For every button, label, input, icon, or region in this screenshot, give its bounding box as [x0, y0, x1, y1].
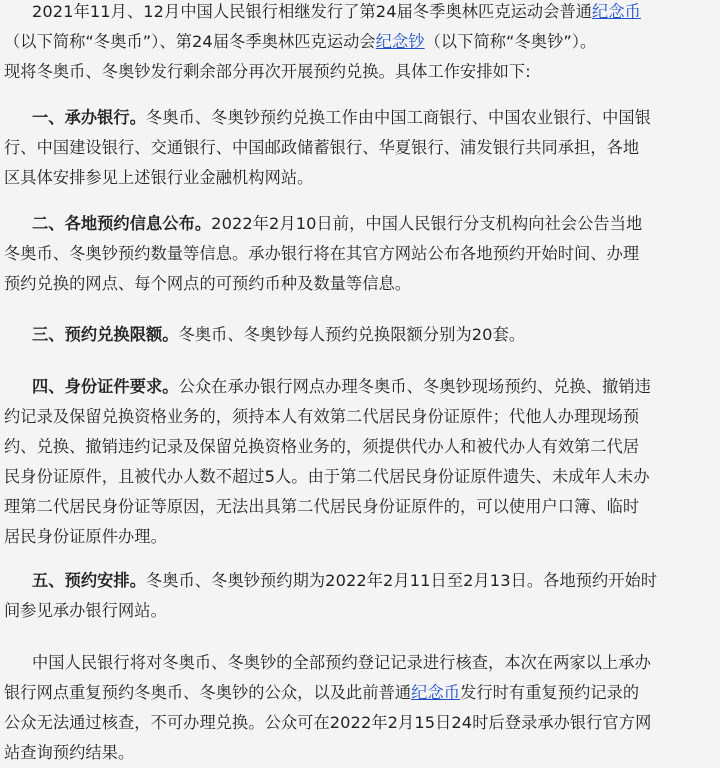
- commemorative-coin-link[interactable]: 纪念币: [411, 683, 461, 702]
- section-4-paragraph: [0, 372, 720, 552]
- text-line: 站查询预约结果。: [4, 743, 135, 762]
- text-line: [4, 209, 714, 239]
- text: （以下简称“冬奥钞”）。: [424, 32, 597, 51]
- text-line: [4, 678, 714, 708]
- text-line: 区具体安排参见上述银行业金融机构网站。: [4, 168, 314, 187]
- text-line: [4, 320, 714, 350]
- text: 冬奥币、冬奥钞预约兑换工作由中国工商银行、中国农业银行、中国银: [146, 108, 651, 127]
- closing-paragraph: [0, 648, 720, 768]
- commemorative-coin-link[interactable]: 纪念币: [592, 2, 641, 21]
- text: 2022年2月10日前，中国人民银行分支机构向社会公告当地: [211, 214, 643, 233]
- text: （以下简称“冬奥币”）、第24届冬季奥林匹克运动会: [4, 32, 376, 51]
- text-line: [4, 566, 714, 596]
- section-5-paragraph: [0, 566, 720, 626]
- section-heading: 二、各地预约信息公布。: [32, 214, 212, 233]
- text: 发行时有重复预约记录的: [460, 683, 640, 702]
- section-1-paragraph: [0, 103, 720, 193]
- text-line: [4, 0, 714, 27]
- intro-paragraph: [0, 0, 720, 87]
- text-line: 预约兑换的网点、每个网点的可预约币种及数量等信息。: [4, 274, 412, 293]
- text-line: 民身份证原件，且被代办人数不超过5人。由于第二代居民身份证原件遗失、未成年人未办: [4, 467, 650, 486]
- text: 冬奥币、冬奥钞预约期为2022年2月11日至2月13日。各地预约开始时: [146, 571, 658, 590]
- section-heading: 四、身份证件要求。: [32, 377, 179, 396]
- text: 2021年11月、12月中国人民银行相继发行了第24届冬季奥林匹克运动会普通: [32, 2, 593, 21]
- text-line: 行、中国建设银行、交通银行、中国邮政储蓄银行、华夏银行、浦发银行共同承担，各地: [4, 138, 640, 157]
- text-line: 中国人民银行将对冬奥币、冬奥钞的全部预约登记记录进行核查，本次在两家以上承办: [32, 653, 651, 672]
- commemorative-note-link[interactable]: 纪念钞: [375, 32, 425, 51]
- text-line: 约记录及保留兑换资格业务的，须持本人有效第二代居民身份证原件；代他人办理现场预: [4, 407, 640, 426]
- text: 公众在承办银行网点办理冬奥币、冬奥钞现场预约、兑换、撤销违: [178, 377, 651, 396]
- section-3-paragraph: [0, 320, 720, 350]
- section-heading: 一、承办银行。: [32, 108, 147, 127]
- text-line: [4, 27, 714, 57]
- section-2-paragraph: [0, 209, 720, 299]
- text-line: 公众无法通过核查，不可办理兑换。公众可在2022年2月15日24时后登录承办银行官方网: [4, 713, 652, 732]
- text-line: 冬奥币、冬奥钞预约数量等信息。承办银行将在其官方网站公布各地预约开始时间、办理: [4, 244, 640, 263]
- text-line: [4, 103, 714, 133]
- text-line: 理第二代居民身份证等原因，无法出具第二代居民身份证原件的，可以使用户口簿、临时: [4, 497, 640, 516]
- section-heading: 三、预约兑换限额。: [32, 325, 179, 344]
- text-line: 居民身份证原件办理。: [4, 527, 167, 546]
- text-line: [4, 372, 714, 402]
- text-line: 现将冬奥币、冬奥钞发行剩余部分再次开展预约兑换。具体工作安排如下:: [4, 62, 531, 81]
- section-heading: 五、预约安排。: [32, 571, 147, 590]
- text-line: 间参见承办银行网站。: [4, 601, 167, 620]
- text-line: 约、兑换、撤销违约记录及保留兑换资格业务的，须提供代办人和被代办人有效第二代居: [4, 437, 640, 456]
- text: 银行网点重复预约冬奥币、冬奥钞的公众，以及此前普通: [4, 683, 412, 702]
- text: 冬奥币、冬奥钞每人预约兑换限额分别为20套。: [178, 325, 526, 344]
